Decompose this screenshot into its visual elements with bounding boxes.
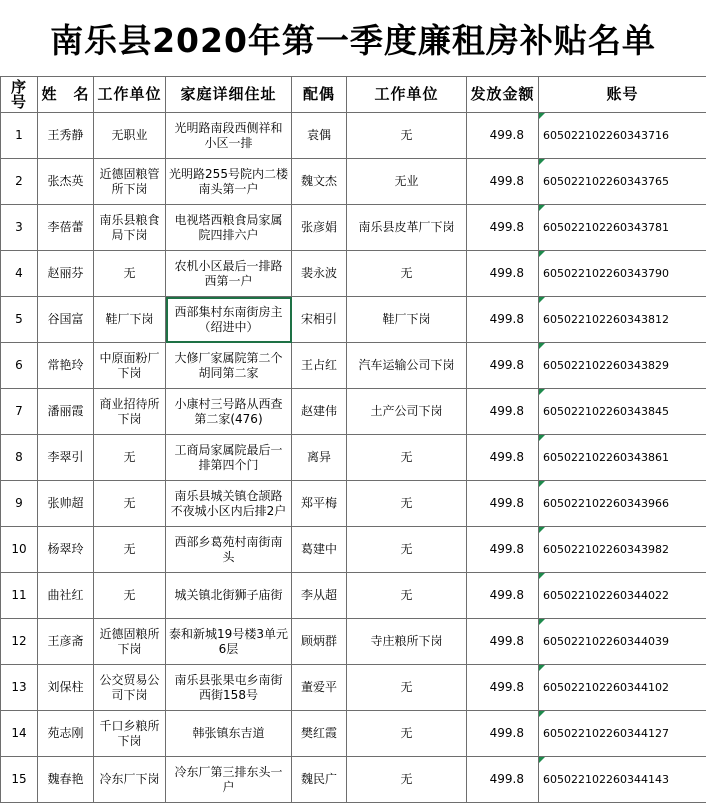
cell-account[interactable]: 605022102260343982 [539, 527, 706, 573]
cell-work[interactable]: 鞋厂下岗 [94, 297, 166, 343]
cell-address[interactable]: 城关镇北街狮子庙街 [166, 573, 292, 619]
cell-name[interactable]: 潘丽霞 [38, 389, 94, 435]
table-row [1, 251, 706, 297]
header-cell-work[interactable]: 工作单位 [94, 77, 166, 113]
table-row [1, 757, 706, 803]
cell-spouse[interactable]: 顾炳群 [292, 619, 347, 665]
cell-no[interactable]: 3 [1, 205, 38, 251]
cell-spouse-work[interactable]: 鞋厂下岗 [347, 297, 467, 343]
cell-name[interactable]: 常艳玲 [38, 343, 94, 389]
cell-spouse[interactable]: 裴永波 [292, 251, 347, 297]
cell-amount[interactable]: 499.8 [467, 251, 539, 297]
cell-name[interactable]: 苑志刚 [38, 711, 94, 757]
cell-spouse[interactable]: 樊红霞 [292, 711, 347, 757]
cell-no[interactable]: 10 [1, 527, 38, 573]
header-cell-amount[interactable]: 发放金额 [467, 77, 539, 113]
cell-spouse[interactable]: 宋相引 [292, 297, 347, 343]
cell-address[interactable]: 光明路南段西侧祥和小区一排 [166, 113, 292, 159]
cell-spouse-work[interactable]: 寺庄粮所下岗 [347, 619, 467, 665]
cell-spouse-work[interactable]: 汽车运输公司下岗 [347, 343, 467, 389]
cell-account[interactable]: 605022102260343845 [539, 389, 706, 435]
cell-work[interactable]: 无职业 [94, 113, 166, 159]
cell-name[interactable]: 王秀静 [38, 113, 94, 159]
cell-address[interactable]: 小康村三号路从西查第二家(476) [166, 389, 292, 435]
page-title: 南乐县2020年第一季度廉租房补贴名单 [0, 0, 706, 76]
cell-spouse-work[interactable]: 南乐县皮革厂下岗 [347, 205, 467, 251]
cell-name[interactable]: 张帅超 [38, 481, 94, 527]
cell-account[interactable]: 605022102260343781 [539, 205, 706, 251]
cell-work[interactable]: 近德固粮管所下岗 [94, 159, 166, 205]
cell-spouse[interactable]: 李从超 [292, 573, 347, 619]
cell-no[interactable]: 11 [1, 573, 38, 619]
cell-spouse[interactable]: 离异 [292, 435, 347, 481]
cell-account[interactable]: 605022102260343790 [539, 251, 706, 297]
cell-amount[interactable]: 499.8 [467, 573, 539, 619]
cell-no[interactable]: 6 [1, 343, 38, 389]
cell-address[interactable]: 电视塔西粮食局家属院四排六户 [166, 205, 292, 251]
cell-no[interactable]: 13 [1, 665, 38, 711]
cell-no[interactable]: 4 [1, 251, 38, 297]
cell-work[interactable]: 中原面粉厂下岗 [94, 343, 166, 389]
cell-account[interactable]: 605022102260344102 [539, 665, 706, 711]
cell-spouse[interactable]: 赵建伟 [292, 389, 347, 435]
cell-account[interactable]: 605022102260343829 [539, 343, 706, 389]
cell-name[interactable]: 谷国富 [38, 297, 94, 343]
cell-work[interactable]: 南乐县粮食局下岗 [94, 205, 166, 251]
cell-spouse-work[interactable]: 无 [347, 251, 467, 297]
cell-spouse[interactable]: 董爱平 [292, 665, 347, 711]
cell-address[interactable]: 农机小区最后一排路西第一户 [166, 251, 292, 297]
cell-account[interactable]: 605022102260344022 [539, 573, 706, 619]
cell-no[interactable]: 2 [1, 159, 38, 205]
cell-address[interactable]: 西部集村东南街房主（绍进中） [166, 297, 292, 343]
cell-amount[interactable]: 499.8 [467, 297, 539, 343]
cell-spouse[interactable]: 郑平梅 [292, 481, 347, 527]
table-row [1, 435, 706, 481]
cell-name[interactable]: 曲社红 [38, 573, 94, 619]
cell-name[interactable]: 王彦斋 [38, 619, 94, 665]
table-row [1, 665, 706, 711]
cell-work[interactable]: 公交贸易公司下岗 [94, 665, 166, 711]
cell-spouse-work[interactable]: 无 [347, 573, 467, 619]
cell-account[interactable]: 605022102260344127 [539, 711, 706, 757]
cell-address[interactable]: 冷东厂第三排东头一户 [166, 757, 292, 803]
header-cell-spouse[interactable]: 配偶 [292, 77, 347, 113]
table-row [1, 389, 706, 435]
cell-amount[interactable]: 499.8 [467, 481, 539, 527]
table-row [1, 711, 706, 757]
cell-spouse[interactable]: 袁偶 [292, 113, 347, 159]
cell-address[interactable]: 南乐县城关镇仓颉路不夜城小区内后排2户 [166, 481, 292, 527]
cell-amount[interactable]: 499.8 [467, 527, 539, 573]
cell-address[interactable]: 西部乡葛苑村南街南头 [166, 527, 292, 573]
cell-account[interactable]: 605022102260343966 [539, 481, 706, 527]
cell-spouse-work[interactable]: 无 [347, 435, 467, 481]
header-row [1, 77, 706, 113]
cell-work[interactable]: 冷东厂下岗 [94, 757, 166, 803]
cell-no[interactable]: 14 [1, 711, 38, 757]
cell-work[interactable]: 千口乡粮所下岗 [94, 711, 166, 757]
cell-account[interactable]: 605022102260344039 [539, 619, 706, 665]
cell-amount[interactable]: 499.8 [467, 205, 539, 251]
cell-no[interactable]: 12 [1, 619, 38, 665]
cell-work[interactable]: 无 [94, 435, 166, 481]
table-row [1, 343, 706, 389]
cell-address[interactable]: 泰和新城19号楼3单元6层 [166, 619, 292, 665]
cell-amount[interactable]: 499.8 [467, 343, 539, 389]
table-row [1, 481, 706, 527]
cell-amount[interactable]: 499.8 [467, 389, 539, 435]
table-row [1, 297, 706, 343]
cell-spouse[interactable]: 魏文杰 [292, 159, 347, 205]
cell-amount[interactable]: 499.8 [467, 711, 539, 757]
cell-spouse[interactable]: 张彦娟 [292, 205, 347, 251]
cell-spouse[interactable]: 葛建中 [292, 527, 347, 573]
cell-no[interactable]: 1 [1, 113, 38, 159]
cell-address[interactable]: 大修厂家属院第二个胡同第二家 [166, 343, 292, 389]
cell-spouse-work[interactable]: 无业 [347, 159, 467, 205]
cell-work[interactable]: 无 [94, 527, 166, 573]
cell-name[interactable]: 刘保柱 [38, 665, 94, 711]
cell-no[interactable]: 9 [1, 481, 38, 527]
cell-amount[interactable]: 499.8 [467, 665, 539, 711]
cell-spouse-work[interactable]: 无 [347, 481, 467, 527]
cell-address[interactable]: 工商局家属院最后一排第四个门 [166, 435, 292, 481]
cell-address[interactable]: 光明路255号院内二楼南头第一户 [166, 159, 292, 205]
cell-spouse-work[interactable]: 无 [347, 665, 467, 711]
cell-account[interactable]: 605022102260343765 [539, 159, 706, 205]
cell-spouse-work[interactable]: 无 [347, 113, 467, 159]
cell-no[interactable]: 7 [1, 389, 38, 435]
cell-address[interactable]: 南乐县张果屯乡南街西街158号 [166, 665, 292, 711]
cell-amount[interactable]: 499.8 [467, 757, 539, 803]
cell-amount[interactable]: 499.8 [467, 159, 539, 205]
cell-spouse[interactable]: 魏民广 [292, 757, 347, 803]
header-cell-address[interactable]: 家庭详细住址 [166, 77, 292, 113]
cell-account[interactable]: 605022102260343716 [539, 113, 706, 159]
cell-spouse-work[interactable]: 无 [347, 711, 467, 757]
cell-no[interactable]: 8 [1, 435, 38, 481]
table-row [1, 159, 706, 205]
cell-name[interactable]: 赵丽芬 [38, 251, 94, 297]
cell-no[interactable]: 15 [1, 757, 38, 803]
cell-spouse-work[interactable]: 土产公司下岗 [347, 389, 467, 435]
cell-address[interactable]: 韩张镇东吉道 [166, 711, 292, 757]
cell-spouse-work[interactable]: 无 [347, 527, 467, 573]
table-row [1, 573, 706, 619]
header-cell-account[interactable]: 账号 [539, 77, 706, 113]
cell-name[interactable]: 魏春艳 [38, 757, 94, 803]
cell-work[interactable]: 无 [94, 251, 166, 297]
header-cell-no[interactable]: 序号 [1, 77, 38, 113]
cell-work[interactable]: 近德固粮所下岗 [94, 619, 166, 665]
cell-account[interactable]: 605022102260343812 [539, 297, 706, 343]
cell-amount[interactable]: 499.8 [467, 619, 539, 665]
cell-amount[interactable]: 499.8 [467, 435, 539, 481]
cell-work[interactable]: 无 [94, 481, 166, 527]
cell-account[interactable]: 605022102260343861 [539, 435, 706, 481]
cell-name[interactable]: 李翠引 [38, 435, 94, 481]
cell-account[interactable]: 605022102260344143 [539, 757, 706, 803]
cell-spouse-work[interactable]: 无 [347, 757, 467, 803]
cell-name[interactable]: 杨翠玲 [38, 527, 94, 573]
cell-spouse[interactable]: 王占红 [292, 343, 347, 389]
header-cell-name[interactable]: 姓 名 [38, 77, 94, 113]
header-cell-spouse-work[interactable]: 工作单位 [347, 77, 467, 113]
table-row [1, 527, 706, 573]
cell-amount[interactable]: 499.8 [467, 113, 539, 159]
cell-work[interactable]: 无 [94, 573, 166, 619]
table-row [1, 205, 706, 251]
cell-name[interactable]: 李蓓蕾 [38, 205, 94, 251]
table-row [1, 619, 706, 665]
subsidy-table [0, 76, 706, 803]
cell-no[interactable]: 5 [1, 297, 38, 343]
cell-work[interactable]: 商业招待所下岗 [94, 389, 166, 435]
cell-name[interactable]: 张杰英 [38, 159, 94, 205]
table-row [1, 113, 706, 159]
